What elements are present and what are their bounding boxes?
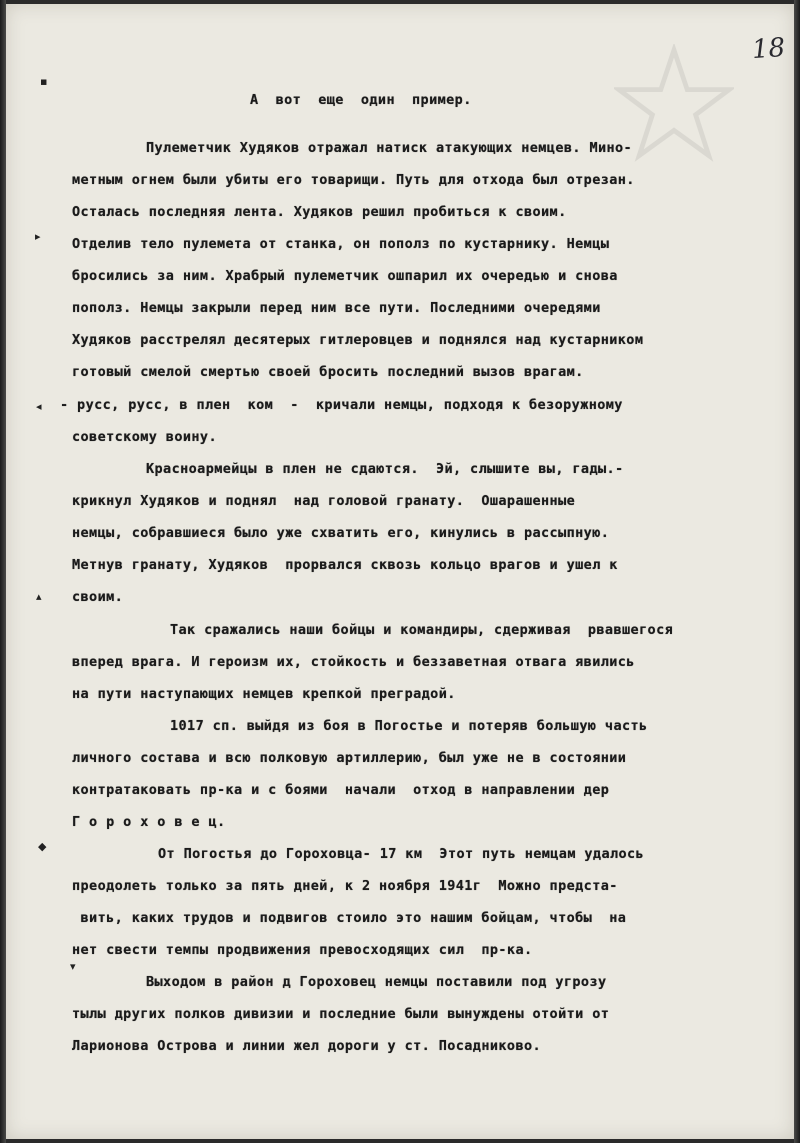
text-line: Ларионова Острова и линии жел дороги у ст. Посадниково. <box>72 1038 542 1054</box>
text-line: Отделив тело пулемета от станка, он пополз по кустарнику. Немцы <box>72 236 610 252</box>
text-line: нет свести темпы продвижения превосходящих сил пр-ка. <box>72 942 533 958</box>
text-line: на пути наступающих немцев крепкой преградой. <box>72 686 456 702</box>
text-line: Пулеметчик Худяков отражал натиск атакующих немцев. Мино- <box>146 140 633 156</box>
text-line: своим. <box>72 589 124 605</box>
text-line: контратаковать пр-ка и с боями начали отход в направлении дер <box>72 782 610 798</box>
margin-mark-icon: ▸ <box>35 230 41 243</box>
text-line: тылы других полков дивизии и последние были вынуждены отойти от <box>72 1006 610 1022</box>
text-line: 1017 сп. выйдя из боя в Погостье и потеряв большую часть <box>170 718 648 734</box>
page-number: 18 <box>750 32 787 66</box>
text-line: готовый смелой смертью своей бросить последний вызов врагам. <box>72 364 584 380</box>
text-line: Г о р о х о в е ц. <box>72 814 226 830</box>
text-line: Метнув гранату, Худяков прорвался сквозь кольцо врагов и ушел к <box>72 557 618 573</box>
text-line: крикнул Худяков и поднял над головой гранату. Ошарашенные <box>72 493 576 509</box>
margin-mark-icon: ◂ <box>36 400 42 413</box>
text-line: преодолеть только за пять дней, к 2 ноября 1941г Можно предста- <box>72 878 618 894</box>
text-line: Так сражались наши бойцы и командиры, сдерживая рвавшегося <box>170 622 674 638</box>
text-line: пополз. Немцы закрыли перед ним все пути. Последними очередями <box>72 300 601 316</box>
margin-mark-icon: ▾ <box>70 960 76 973</box>
margin-mark-icon: ▴ <box>36 590 42 603</box>
margin-mark-icon: ▪ <box>40 75 48 88</box>
text-line: метным огнем были убиты его товарищи. Путь для отхода был отрезан. <box>72 172 635 188</box>
margin-mark-icon: ◆ <box>38 840 47 853</box>
text-line: личного состава и всю полковую артиллерию, был уже не в состоянии <box>72 750 627 766</box>
text-line: - русс, русс, в плен ком - кричали немцы, подходя к безоружному <box>60 397 623 413</box>
text-line: советскому воину. <box>72 429 217 445</box>
scan-edge-right <box>794 0 800 1143</box>
text-line: От Погостья до Гороховца- 17 км Этот путь немцам удалось <box>158 846 645 862</box>
text-line: Худяков расстрелял десятерых гитлеровцев и поднялся над кустарником <box>72 332 644 348</box>
text-line: бросились за ним. Храбрый пулеметчик ошпарил их очередью и снова <box>72 268 618 284</box>
text-line: немцы, собравшиеся было уже схватить его, кинулись в рассыпную. <box>72 525 610 541</box>
text-line: Красноармейцы в плен не сдаются. Эй, слышите вы, гады.- <box>146 461 624 477</box>
text-line: Осталась последняя лента. Худяков решил пробиться к своим. <box>72 204 567 220</box>
text-line: Выходом в район д Гороховец немцы поставили под угрозу <box>146 974 607 990</box>
text-line: вить, каких трудов и подвигов стоило это нашим бойцам, чтобы на <box>72 910 627 926</box>
page-title: А вот еще один пример. <box>250 92 472 108</box>
text-line: вперед врага. И героизм их, стойкость и беззаветная отвага явились <box>72 654 635 670</box>
